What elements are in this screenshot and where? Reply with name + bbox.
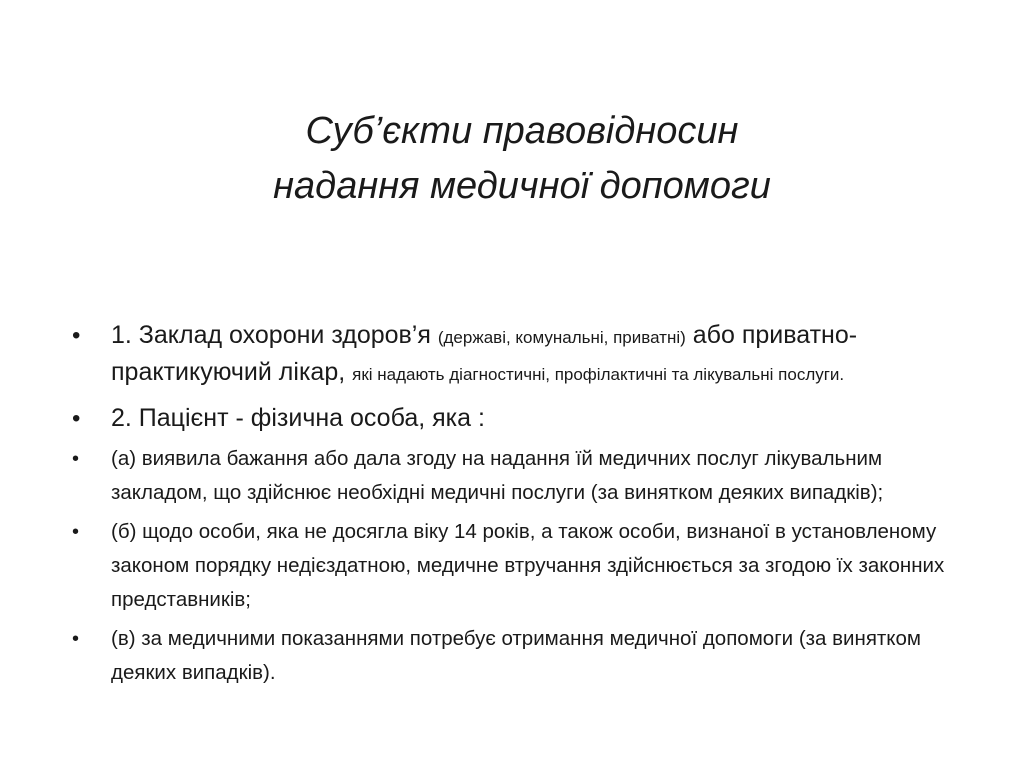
list-item-institution [72, 318, 984, 392]
list-item-a [72, 442, 984, 510]
list-item-b [72, 515, 984, 617]
bullet-list [72, 318, 984, 690]
bullet-dot: • [72, 405, 81, 432]
item-b-text: (б) щодо особи, яка не досягла віку 14 років, а також особи, визнаної в установленому законом порядку недієздатною, медичне втручання здійснюється за згодою їх законних представників; [111, 520, 945, 611]
bullet-dot: • [72, 448, 80, 470]
patient-text: 2. Пацієнт - фізична особа, яка : [111, 404, 485, 432]
item-a-text: (а) виявила бажання або дала згоду на надання їй медичних послуг лікувальним закладом, що здійснює необхідні медичні послуги (за винятком деяких випадків); [111, 447, 884, 504]
bullet-dot: • [72, 628, 80, 650]
title-line-2: надання медичної допомоги [273, 165, 771, 207]
institution-types-text: (державі, комунальні, приватні) [437, 328, 686, 347]
bullet-dot: • [72, 322, 81, 349]
title-line-1: Суб’єкти правовідносин [305, 110, 739, 152]
slide-title [0, 104, 1024, 214]
item-c-text: (в) за медичними показаннями потребує отримання медичної допомоги (за винятком деяких випадків). [111, 627, 922, 684]
bullet-dot: • [72, 521, 80, 543]
institution-text: 1. Заклад охорони здоров’я [111, 321, 438, 349]
list-item-c [72, 622, 984, 690]
list-item-patient [72, 401, 984, 436]
practitioner-text: або приватно-практикуючий лікар, [111, 321, 858, 386]
services-text: які надають діагностичні, профілактичні та лікувальні послуги. [352, 365, 845, 384]
